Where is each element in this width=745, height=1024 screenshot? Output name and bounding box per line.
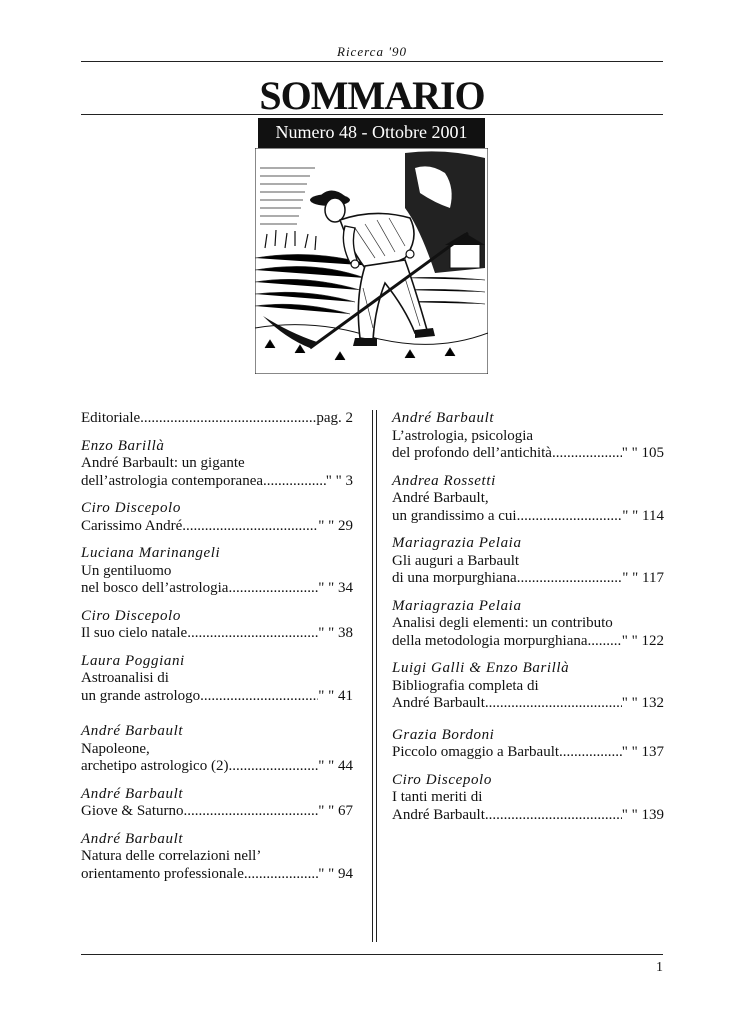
column-divider-right <box>376 410 377 942</box>
entry-title-text: André Barbault, <box>392 490 489 506</box>
entry-author: Mariagrazia Pelaia <box>392 597 522 614</box>
entry-author: André Barbault <box>392 410 495 426</box>
entry-title <box>392 490 664 508</box>
toc-entry <box>81 545 353 598</box>
entry-author: Mariagrazia Pelaia <box>392 535 522 551</box>
entry-title-text: Astroanalisi di <box>81 670 169 686</box>
entry-author: Ciro Discepolo <box>81 607 181 624</box>
entry-title-text: Analisi degli elementi: un contributo <box>392 615 613 631</box>
entry-page: " " 41 <box>318 687 353 704</box>
entry-title <box>81 563 353 581</box>
entry-author: Luciana Marinangeli <box>81 545 221 561</box>
toc-entry <box>392 660 664 713</box>
leader-dots <box>559 744 622 762</box>
entry-title-with-page <box>392 807 664 825</box>
toc-entry <box>392 535 664 588</box>
leader-dots <box>588 633 622 651</box>
entry-title-text: Piccolo omaggio a Barbault <box>392 744 560 760</box>
entry-page: " " 94 <box>318 865 353 882</box>
entry-author: Ciro Discepolo <box>392 771 492 788</box>
entry-page: " " 44 <box>318 758 353 774</box>
leader-dots <box>228 758 318 776</box>
entry-page: pag. 2 <box>316 410 353 426</box>
footer-rule <box>81 954 663 955</box>
entry-author: André Barbault <box>81 785 184 802</box>
issue-banner: Numero 48 - Ottobre 2001 <box>258 118 485 149</box>
entry-page: " " 137 <box>621 744 664 760</box>
entry-title-with-page <box>392 633 664 651</box>
entry-page: " " 29 <box>318 517 353 534</box>
entry-title-text: un grande astrologo <box>81 687 201 704</box>
entry-title <box>392 615 664 633</box>
toc-entry <box>392 598 664 651</box>
contents-right-column <box>392 410 664 834</box>
toc-entry <box>392 473 664 526</box>
entry-title-with-page <box>81 625 353 643</box>
entry-title-with-page <box>81 866 353 884</box>
entry-title-with-page <box>392 744 664 762</box>
column-divider-left <box>372 410 373 942</box>
entry-title-with-page <box>81 518 353 536</box>
entry-author: Andrea Rossetti <box>392 472 496 489</box>
leader-dots <box>140 410 316 428</box>
leader-dots <box>517 508 623 526</box>
entry-title-text: Il suo cielo natale <box>81 625 188 641</box>
toc-entry <box>392 727 664 762</box>
entry-author: André Barbault <box>81 723 184 739</box>
entry-title-with-page <box>81 410 353 428</box>
page-number: 1 <box>656 960 663 975</box>
entry-title-text: Gli auguri a Barbault <box>392 552 520 569</box>
entry-title-text: dell’astrologia contemporanea <box>81 472 264 489</box>
entry-title-text: Giove & Saturno <box>81 803 184 819</box>
entry-title-with-page <box>81 688 353 706</box>
entry-title <box>81 670 353 688</box>
toc-entry <box>81 500 353 535</box>
toc-entry <box>81 831 353 884</box>
leader-dots <box>552 445 622 463</box>
title-rule <box>81 114 663 115</box>
entry-title-with-page <box>392 508 664 526</box>
entry-page: " " 3 <box>325 472 353 489</box>
entry-title-text: Editoriale <box>81 410 141 426</box>
entry-title-text: della metodologia morpurghiana <box>392 632 588 649</box>
entry-title-text: nel bosco dell’astrologia <box>81 580 229 596</box>
entry-page: " " 67 <box>318 803 353 819</box>
leader-dots <box>517 570 623 588</box>
leader-dots <box>244 866 318 884</box>
entry-title-with-page <box>392 570 664 588</box>
entry-title-text: un grandissimo a cui <box>392 507 517 524</box>
entry-page: " " 114 <box>622 507 664 524</box>
entry-author: Enzo Barillà <box>81 437 165 454</box>
leader-dots <box>485 807 622 825</box>
toc-entry <box>392 772 664 825</box>
leader-dots <box>187 625 318 643</box>
toc-entry <box>81 723 353 776</box>
entry-title-text: Un gentiluomo <box>81 562 172 579</box>
toc-entry <box>81 608 353 643</box>
entry-title-text: Napoleone, <box>81 740 150 757</box>
entry-title <box>392 789 664 807</box>
entry-title-text: del profondo dell’antichità <box>392 445 552 461</box>
leader-dots <box>263 473 326 491</box>
leader-dots <box>485 695 622 713</box>
entry-title-with-page <box>81 473 353 491</box>
toc-entry <box>81 410 353 428</box>
entry-title-text: André Barbault <box>392 806 485 823</box>
entry-title-with-page <box>392 445 664 463</box>
entry-title-with-page <box>81 758 353 776</box>
entry-title-with-page <box>81 803 353 821</box>
entry-title <box>81 741 353 759</box>
toc-entry <box>81 786 353 821</box>
entry-author: Luigi Galli & Enzo Barillà <box>392 660 570 676</box>
entry-title <box>392 553 664 571</box>
toc-entry <box>81 653 353 706</box>
page-title: SOMMARIO <box>259 73 485 118</box>
entry-title-text: Carissimo André... <box>81 517 194 534</box>
leader-dots <box>194 518 319 536</box>
leader-dots <box>184 803 319 821</box>
entry-page: " " 139 <box>621 806 664 823</box>
entry-title <box>392 678 664 696</box>
entry-title-with-page <box>392 695 664 713</box>
entry-title <box>81 848 353 866</box>
toc-entry <box>392 410 664 463</box>
entry-author: Ciro Discepolo <box>81 500 181 516</box>
header-rule <box>81 61 663 62</box>
entry-page: " " 122 <box>621 632 664 649</box>
entry-title-with-page <box>81 580 353 598</box>
entry-title-text: L’astrologia, psicologia <box>392 427 534 444</box>
running-header: Ricerca '90 <box>337 44 407 59</box>
leader-dots <box>200 688 318 706</box>
entry-author: André Barbault <box>81 830 184 847</box>
entry-page: " " 132 <box>621 695 664 711</box>
entry-title-text: di una morpurghiana <box>392 570 517 586</box>
scythe-mower-illustration <box>255 148 488 374</box>
leader-dots <box>228 580 318 598</box>
entry-title <box>392 428 664 446</box>
contents-left-column <box>81 410 353 893</box>
entry-page: " " 38 <box>318 625 353 641</box>
entry-page: " " 34 <box>318 580 353 596</box>
entry-title-text: archetipo astrologico (2) <box>81 758 229 774</box>
entry-author: Laura Poggiani <box>81 652 185 669</box>
entry-title <box>81 455 353 473</box>
entry-title-text: I tanti meriti di <box>392 789 483 805</box>
entry-page: " " 105 <box>621 445 664 461</box>
entry-page: " " 117 <box>622 570 664 586</box>
entry-title-text: Bibliografia completa di <box>392 677 539 694</box>
toc-entry <box>81 438 353 491</box>
entry-title-text: Natura delle correlazioni nell’ <box>81 848 262 864</box>
entry-title-text: orientamento professionale <box>81 865 244 882</box>
entry-author: Grazia Bordoni <box>392 726 495 743</box>
entry-title-text: André Barbault: un gigante <box>81 455 245 471</box>
entry-title-text: André Barbault <box>392 695 485 711</box>
